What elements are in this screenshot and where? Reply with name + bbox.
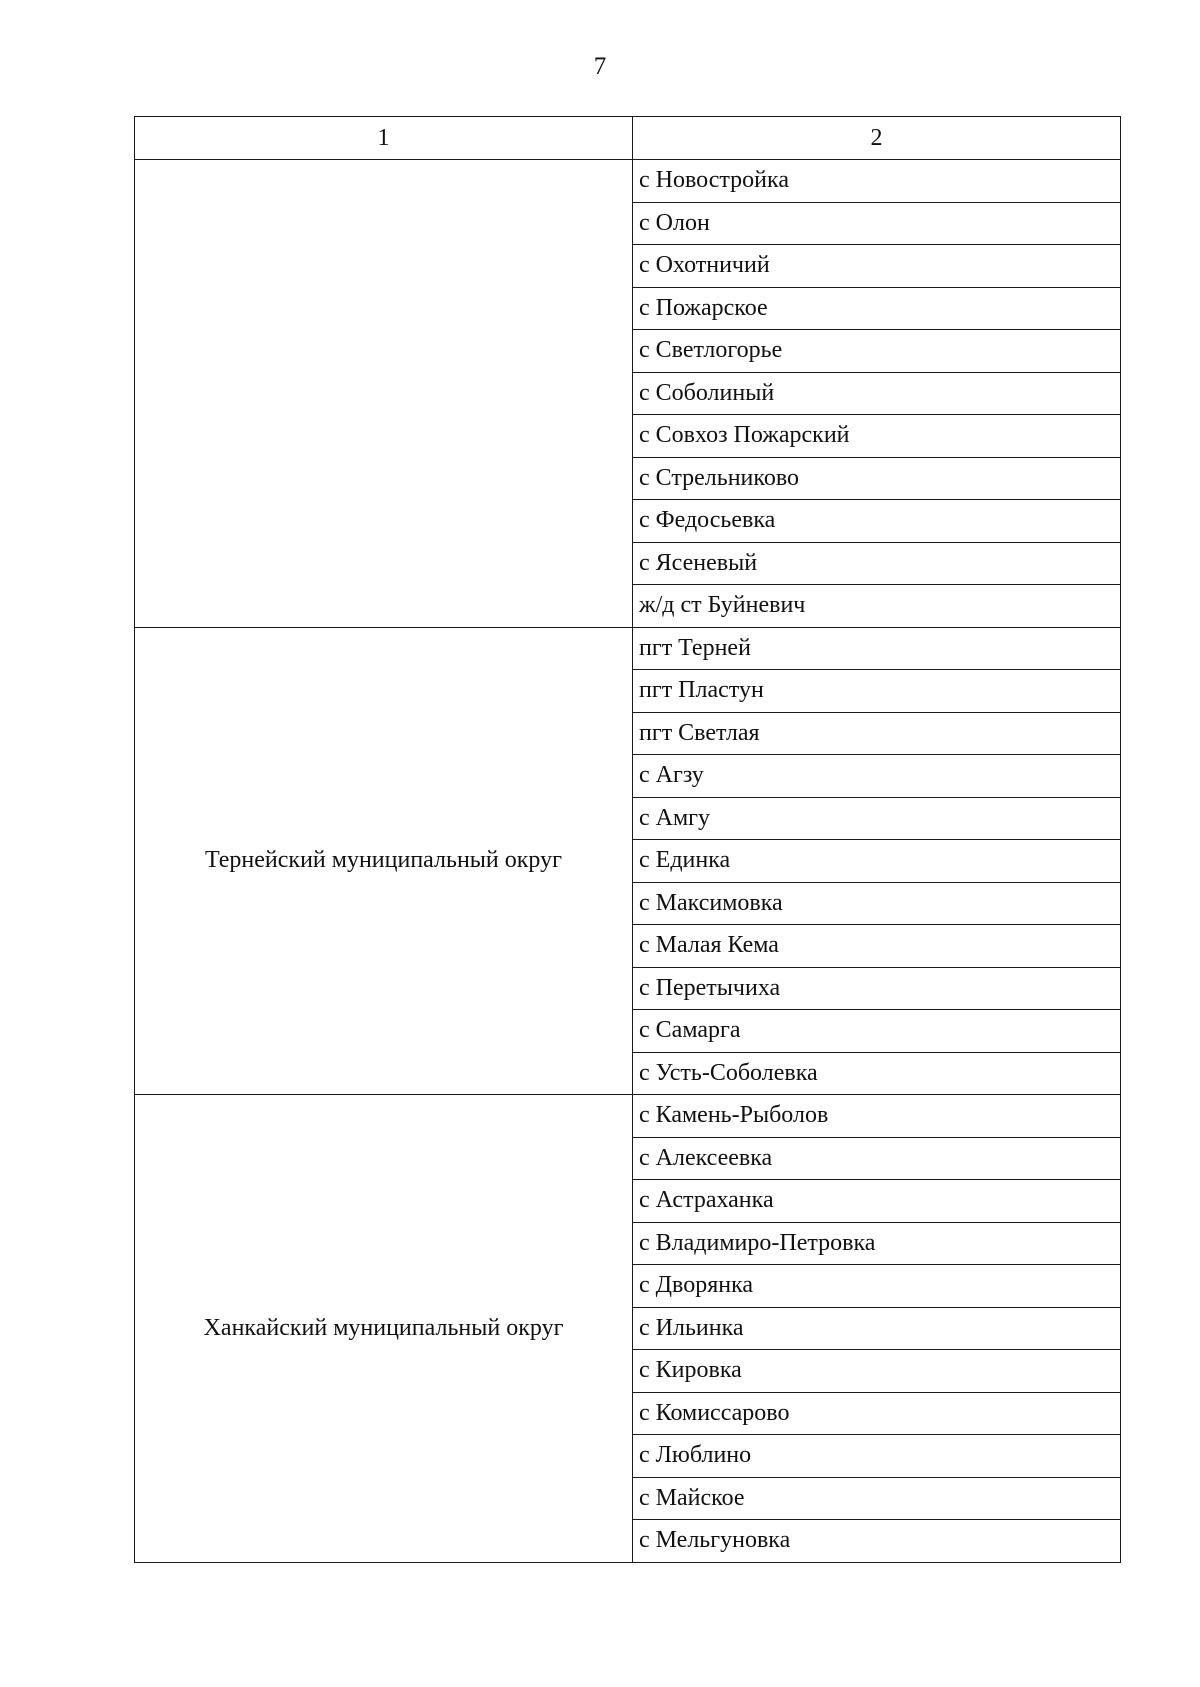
district-name-cell	[135, 160, 633, 628]
column-header-1: 1	[135, 117, 633, 160]
settlement-cell: с Охотничий	[633, 245, 1121, 288]
table-row	[135, 1095, 1121, 1138]
column-header-2: 2	[633, 117, 1121, 160]
table-row	[135, 627, 1121, 670]
settlement-cell: с Мельгуновка	[633, 1520, 1121, 1563]
settlement-cell: пгт Светлая	[633, 712, 1121, 755]
settlement-cell: с Владимиро-Петровка	[633, 1222, 1121, 1265]
settlement-cell: с Самарга	[633, 1010, 1121, 1053]
settlement-cell: с Амгу	[633, 797, 1121, 840]
district-name-cell: Тернейский муниципальный округ	[135, 627, 633, 1095]
table-body	[135, 160, 1121, 1563]
settlement-cell: с Астраханка	[633, 1180, 1121, 1223]
settlement-cell: с Люблино	[633, 1435, 1121, 1478]
settlement-cell: с Новостройка	[633, 160, 1121, 203]
settlement-cell: с Агзу	[633, 755, 1121, 798]
settlement-cell: с Пожарское	[633, 287, 1121, 330]
settlement-cell: с Светлогорье	[633, 330, 1121, 373]
page-number: 7	[593, 53, 607, 80]
settlement-cell: с Комиссарово	[633, 1392, 1121, 1435]
settlement-cell: с Кировка	[633, 1350, 1121, 1393]
settlement-cell: с Камень-Рыболов	[633, 1095, 1121, 1138]
settlement-cell: с Ильинка	[633, 1307, 1121, 1350]
settlement-cell: с Единка	[633, 840, 1121, 883]
settlement-cell: с Максимовка	[633, 882, 1121, 925]
settlement-cell: ж/д ст Буйневич	[633, 585, 1121, 628]
settlement-cell: с Федосьевка	[633, 500, 1121, 543]
settlement-cell: с Майское	[633, 1477, 1121, 1520]
settlement-cell: с Усть-Соболевка	[633, 1052, 1121, 1095]
settlement-cell: с Соболиный	[633, 372, 1121, 415]
district-name-cell: Ханкайский муниципальный округ	[135, 1095, 633, 1563]
settlement-cell: с Ясеневый	[633, 542, 1121, 585]
settlement-cell: пгт Пластун	[633, 670, 1121, 713]
settlement-cell: с Олон	[633, 202, 1121, 245]
settlement-cell: с Перетычиха	[633, 967, 1121, 1010]
settlement-cell: с Малая Кема	[633, 925, 1121, 968]
table-header-row	[135, 117, 1121, 160]
settlements-table	[134, 116, 1121, 1563]
settlement-cell: с Совхоз Пожарский	[633, 415, 1121, 458]
settlement-cell: с Дворянка	[633, 1265, 1121, 1308]
table-row	[135, 160, 1121, 203]
settlement-cell: с Алексеевка	[633, 1137, 1121, 1180]
settlement-cell: пгт Терней	[633, 627, 1121, 670]
settlement-cell: с Стрельниково	[633, 457, 1121, 500]
